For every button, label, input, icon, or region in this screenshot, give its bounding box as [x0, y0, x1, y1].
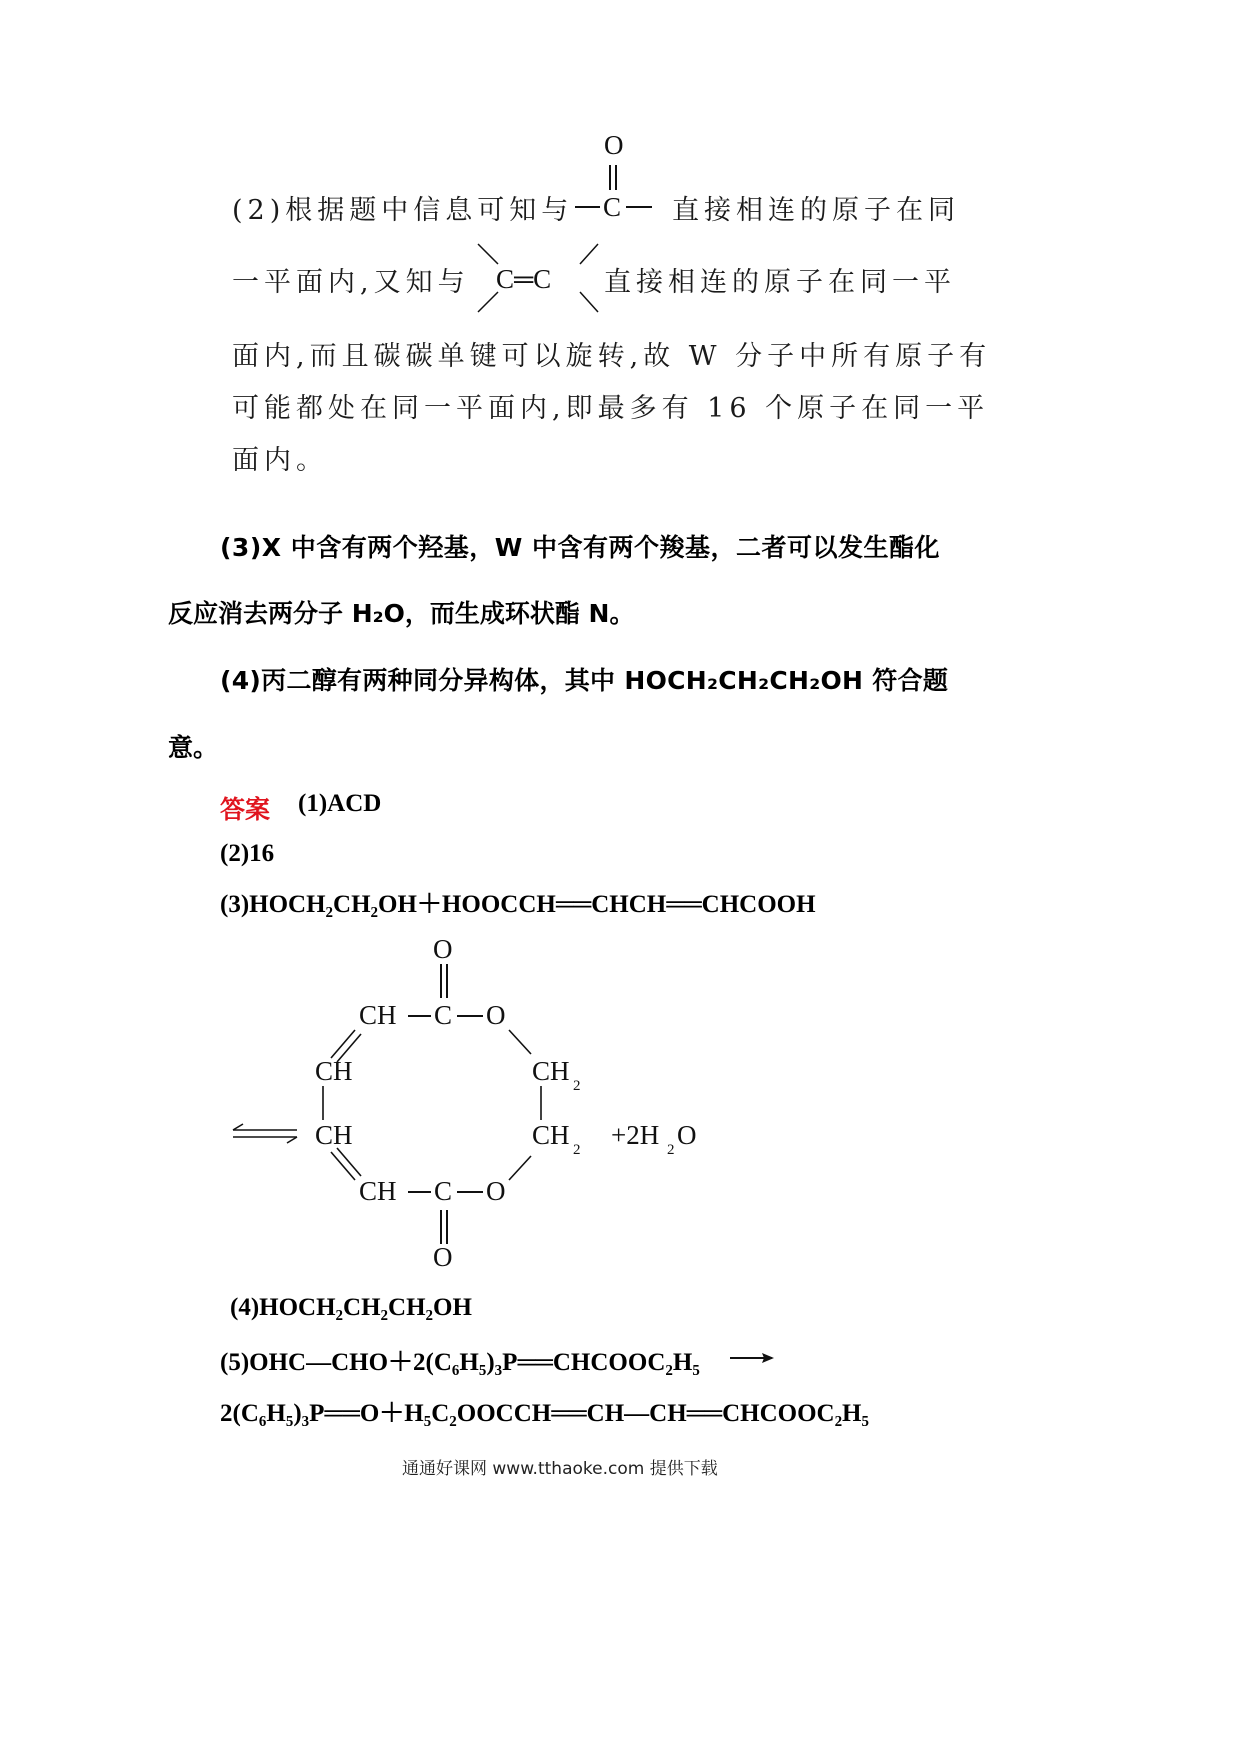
ring-o-bot: O: [433, 1242, 453, 1272]
ring-ch2-right-bot: CH: [532, 1120, 570, 1150]
part2-line5: 面内。: [232, 445, 328, 476]
part3-line1: (3)X 中含有两个羟基，W 中含有两个羧基，二者可以发生酯化: [220, 533, 941, 562]
ring-o-ester-bot: O: [486, 1176, 506, 1206]
part2-line3: 面内,而且碳碳单键可以旋转,故 W 分子中所有原子有: [232, 341, 992, 372]
answer-5-line2: 2(C₆H₅)₃P══O＋H₅C₂OOCCH══CH—CH══CHCOOC₂H₅: [220, 1400, 869, 1427]
part2-line2-before: 一平面内,又知与: [232, 267, 470, 298]
water-sub: 2: [667, 1142, 675, 1158]
answer-4: (4)HOCH₂CH₂CH₂OH: [230, 1294, 472, 1321]
answer-3: (3)HOCH₂CH₂OH＋HOOCCH══CHCH══CHCOOH: [220, 891, 816, 918]
footer-source: 通通好课网 www.tthaoke.com 提供下载: [402, 1459, 718, 1479]
cyclic-ester-structure: [225, 930, 745, 1270]
part2-line4: 可能都处在同一平面内,即最多有 16 个原子在同一平: [232, 393, 990, 424]
water-plus-2h: +2H: [611, 1120, 660, 1150]
ring-ch-top: CH: [359, 1000, 397, 1030]
carbonyl-o: O: [604, 130, 624, 160]
ring-ch2-right-top: CH: [532, 1056, 570, 1086]
answer-2: (2)16: [220, 840, 275, 867]
reaction-arrow: [728, 1348, 778, 1368]
ring-o-ester-top: O: [486, 1000, 506, 1030]
part2-line1-after: 直接相连的原子在同: [672, 195, 960, 226]
ring-c-top: C: [434, 1000, 453, 1030]
water-o: O: [677, 1120, 697, 1150]
ring-ch2-right-bot-sub: 2: [573, 1142, 581, 1158]
ring-o-top: O: [433, 934, 453, 964]
alkene-c-c: C═C: [496, 264, 552, 294]
ring-c-bot: C: [434, 1176, 453, 1206]
answer-label: 答案: [220, 795, 271, 824]
answer-5-line1: (5)OHC—CHO＋2(C₆H₅)₃P══CHCOOC₂H₅: [220, 1349, 700, 1376]
part4-line1: (4)丙二醇有两种同分异构体，其中 HOCH₂CH₂CH₂OH 符合题: [220, 666, 949, 695]
answer-1: (1)ACD: [298, 790, 382, 817]
ring-ch-bot: CH: [359, 1176, 397, 1206]
part4-line2: 意。: [168, 733, 219, 762]
ring-ch-left-bot: CH: [315, 1120, 353, 1150]
ring-ch-left-top: CH: [315, 1056, 353, 1086]
carbonyl-c: C: [603, 192, 622, 222]
part2-line1-before: (2)根据题中信息可知与: [232, 195, 574, 226]
ring-ch2-right-top-sub: 2: [573, 1078, 581, 1094]
part3-line2: 反应消去两分子 H₂O，而生成环状酯 N。: [168, 599, 635, 628]
part2-line2-after: 直接相连的原子在同一平: [604, 267, 956, 298]
